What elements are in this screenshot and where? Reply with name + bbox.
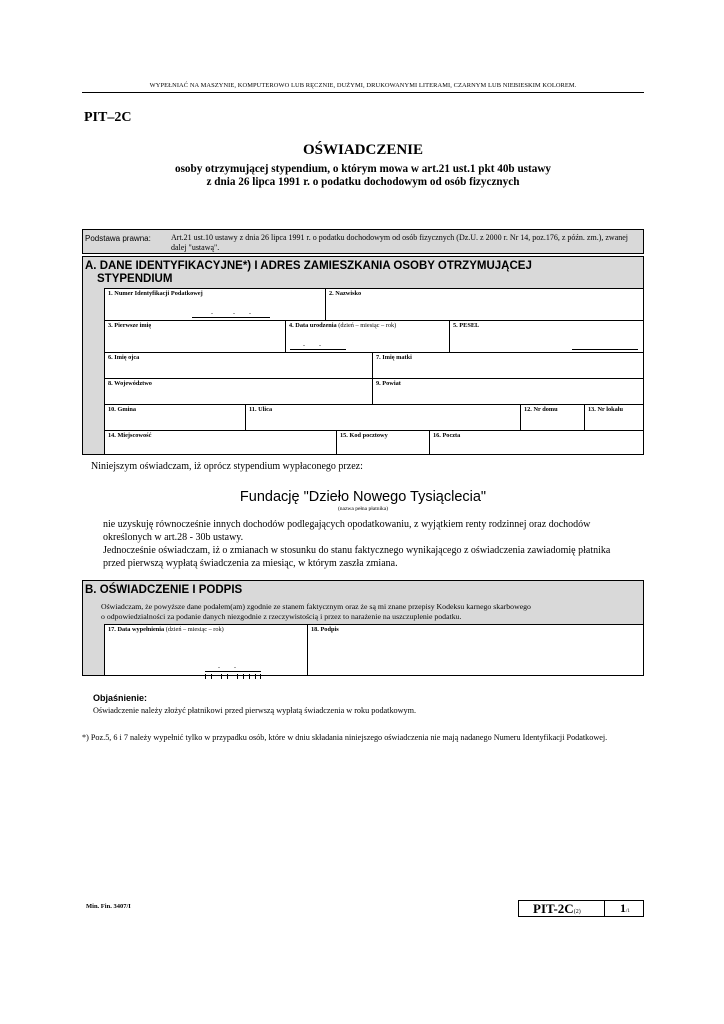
subtitle-line-2: z dnia 26 lipca 1991 r. o podatku dochodowym od osób fizycznych [206,176,520,188]
field-nip-label: 1. Numer Identyfikacji Podatkowej [108,290,203,297]
footnote: *) Poz.5, 6 i 7 należy wypełnić tylko w przypadku osób, które w dniu składania niniejszego oświadczenia nie mają nadanego Numeru Identyfikacji Podatkowej. [82,733,608,742]
section-b [82,580,644,676]
declaration-line-3: Jednocześnie oświadczam, iż o zmianach w stosunku do stanu faktycznego wynikającego z oświadczenia zawiadomię płatnika [103,545,611,556]
field-voivodeship-label: 8. Województwo [108,380,152,387]
field-city[interactable] [104,430,337,455]
declaration-line-4: przed pierwszą wypłatą świadczenia za miesiąc, w którym zaszła zmiana. [103,558,398,569]
field-street-label: 11. Ulica [249,406,273,413]
declaration-line-2: określonych w art.28 - 30b ustawy. [103,532,244,543]
explanation-heading: Objaśnienie: [93,693,148,703]
field-apartment-number[interactable] [584,404,644,431]
payer-name-note: (nazwa pełna płatnika) [337,506,389,512]
legal-basis-box [82,229,644,254]
field-signature-label: 18. Podpis [311,626,339,633]
legal-basis-text: Art.21 ust.10 ustawy z dnia 26 lipca 1991 r. o podatku dochodowym od osób fizycznych (Dz.U. z 2000 r. Nr 14, poz.176, z późn. zm.), zwanej dalej "ustawą". [171,233,629,252]
field-surname[interactable] [325,288,644,321]
section-a-title [85,260,532,286]
field-father-name[interactable] [104,352,373,379]
field-street[interactable] [245,404,521,431]
declaration-line-1: nie uzyskuję równocześnie innych dochodów podlegających opodatkowaniu, z wyjątkiem renty rodzinnej oraz dochodów [103,519,591,530]
form-code: PIT–2C [84,110,132,125]
field-mother-name[interactable] [372,352,644,379]
explanation-text: Oświadczenie należy złożyć płatnikowi przed pierwszą wypłatą świadczenia w roku podatkowym. [93,706,417,715]
legal-basis-label: Podstawa prawna: [85,234,151,243]
field-apartment-number-label: 13. Nr lokalu [588,406,624,413]
field-father-name-label: 6. Imię ojca [108,354,140,361]
payer-name: Fundację "Dzieło Nowego Tysiąclecia" [239,489,487,505]
pesel-boxes [572,344,638,350]
section-a-title-line-2: STYPENDIUM [97,273,173,285]
field-postal-code[interactable] [336,430,430,455]
field-first-name[interactable] [104,320,286,353]
field-city-label: 14. Miejscowość [108,432,152,439]
field-house-number-label: 12. Nr domu [524,406,558,413]
footer-form-box [518,900,644,917]
field-fill-date-label: 17. Data wypełnienia (dzień – miesiąc – rok) [108,626,224,633]
field-birth-date[interactable] [285,320,450,353]
header-divider [82,92,644,93]
field-mother-name-label: 7. Imię matki [376,354,412,361]
page-title: OŚWIADCZENIE [302,142,424,158]
field-post-office[interactable] [429,430,644,455]
field-commune[interactable] [104,404,246,431]
field-birth-date-label: 4. Data urodzenia (dzień – miesiąc – rok) [289,322,397,329]
ministry-code: Min. Fin. 3407/I [86,903,131,910]
birth-date-boxes: - - [290,344,346,350]
field-pesel[interactable] [449,320,644,353]
footer-form-code: PIT-2C(2) [533,901,581,916]
field-post-office-label: 16. Poczta [433,432,461,439]
section-b-statement-line-2: o odpowiedzialności za podanie danych niezgodnie z rzeczywistością i przez to narażenie na uszczuplenie podatku. [101,612,462,621]
field-commune-label: 10. Gmina [108,406,136,413]
section-a-title-line-1: A. DANE IDENTYFIKACYJNE*) I ADRES ZAMIESZKANIA OSOBY OTRZYMUJĄCEJ [85,260,532,272]
section-b-statement [101,602,531,622]
fill-instruction: WYPEŁNIAĆ NA MASZYNIE, KOMPUTEROWO LUB RĘCZNIE, DUŻYMI, DRUKOWANYMI LITERAMI, CZARNYM LUB NIEBIESKIM KOLOREM. [149,82,577,89]
section-a [82,256,644,455]
field-county-label: 9. Powiat [376,380,401,387]
field-postal-code-label: 15. Kod pocztowy [340,432,388,439]
declaration-body [103,518,643,570]
nip-boxes: - - - [192,312,270,318]
section-b-title: B. OŚWIADCZENIE I PODPIS [85,584,243,596]
field-pesel-label: 5. PESEL [453,322,480,329]
field-signature[interactable] [307,624,644,676]
section-b-statement-line-1: Oświadczam, że powyższe dane podałem(am) zgodnie ze stanem faktycznym oraz że są mi znane przepisy Kodeksu karnego skarbowego [101,602,531,611]
fill-date-boxes: - - [205,666,261,672]
field-nip[interactable] [104,288,326,321]
field-fill-date[interactable] [104,624,308,676]
field-house-number[interactable] [520,404,585,431]
field-voivodeship[interactable] [104,378,373,405]
subtitle-line-1: osoby otrzymującej stypendium, o którym mowa w art.21 ust.1 pkt 40b ustawy [174,163,552,175]
footer-divider [604,901,605,916]
field-first-name-label: 3. Pierwsze imię [108,322,152,329]
field-surname-label: 2. Nazwisko [329,290,362,297]
page-number: 1/1 [620,901,630,915]
field-county[interactable] [372,378,644,405]
page-subtitle [82,163,644,189]
declaration-intro: Niniejszym oświadczam, iż oprócz stypendium wypłaconego przez: [91,461,363,472]
